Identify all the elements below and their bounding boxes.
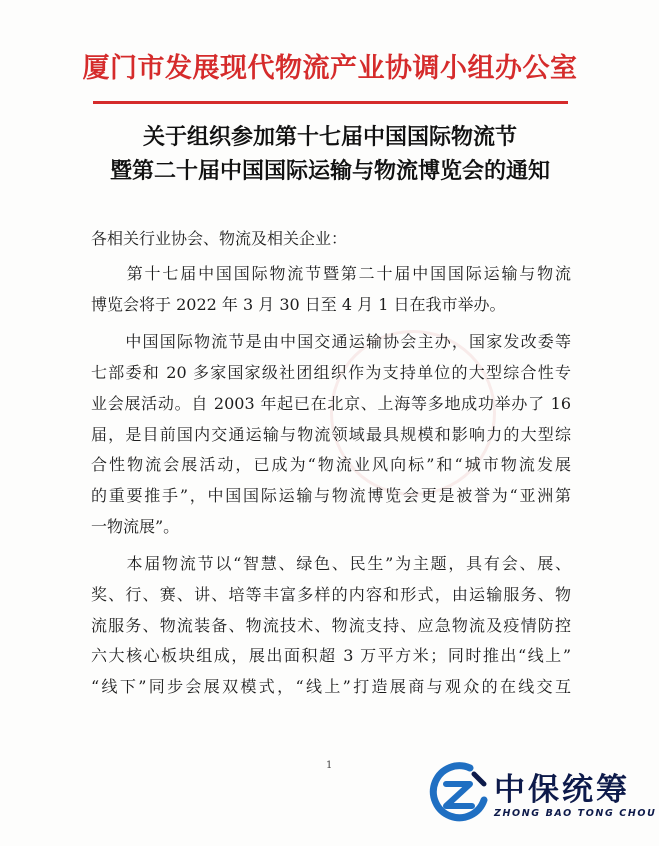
paragraph bbox=[91, 327, 571, 542]
text-line: 合性物流会展活动，已成为“物流业风向标”和“城市物流发展 bbox=[91, 455, 571, 475]
text-line: 六大核心板块组成，展出面积超 3 万平方米；同时推出“线上” bbox=[91, 646, 571, 666]
text-line: 一物流展”。 bbox=[91, 516, 180, 536]
letterhead-red-rule bbox=[93, 101, 568, 104]
text-line: 七部委和 20 多家国家级社团组织作为支持单位的大型综合性专 bbox=[91, 363, 571, 383]
watermark-brand-name: 中保统筹 bbox=[494, 772, 630, 808]
text-line: 流服务、物流装备、物流技术、物流支持、应急物流及疫情防控 bbox=[91, 615, 571, 635]
title-line-2: 暨第二十届中国国际运输与物流博览会的通知 bbox=[109, 158, 550, 184]
body-text bbox=[91, 259, 571, 710]
text-line: 奖、行、赛、讲、培等丰富多样的内容和形式，由运输服务、物 bbox=[91, 585, 571, 605]
watermark-logo bbox=[426, 760, 657, 830]
text-line: 届，是目前国内交通运输与物流领域最具规模和影响力的大型综 bbox=[91, 424, 571, 444]
salutation: 各相关行业协会、物流及相关企业： bbox=[91, 229, 348, 248]
document-title bbox=[40, 120, 620, 188]
text-line: 第十七届中国国际物流节暨第二十届中国国际运输与物流 bbox=[91, 264, 571, 283]
text-line: 的重要推手”，中国国际运输与物流博览会更是被誉为“亚洲第 bbox=[91, 485, 571, 505]
text-line: “线下”同步会展双模式，“线上”打造展商与观众的在线交互 bbox=[91, 677, 571, 697]
text-line: 中国国际物流节是由中国交通运输协会主办，国家发改委等 bbox=[91, 332, 571, 352]
watermark-brand-pinyin: ZHONG BAO TONG CHOU bbox=[494, 808, 657, 819]
zb-logo-icon bbox=[426, 760, 492, 826]
letterhead-title: 厦门市发展现代物流产业协调小组办公室 bbox=[82, 53, 578, 84]
text-line: 博览会将于 2022 年 3 月 30 日至 4 月 1 日在我市举办。 bbox=[91, 294, 506, 314]
text-line: 本届物流节以“智慧、绿色、民生”为主题，具有会、展、 bbox=[91, 554, 571, 574]
text-line: 业会展活动。自 2003 年起已在北京、上海等多地成功举办了 16 bbox=[91, 393, 571, 413]
paragraph bbox=[91, 549, 571, 703]
title-line-1: 关于组织参加第十七届中国国际物流节 bbox=[142, 124, 517, 150]
paragraph bbox=[91, 259, 571, 320]
page-number: 1 bbox=[326, 760, 333, 771]
